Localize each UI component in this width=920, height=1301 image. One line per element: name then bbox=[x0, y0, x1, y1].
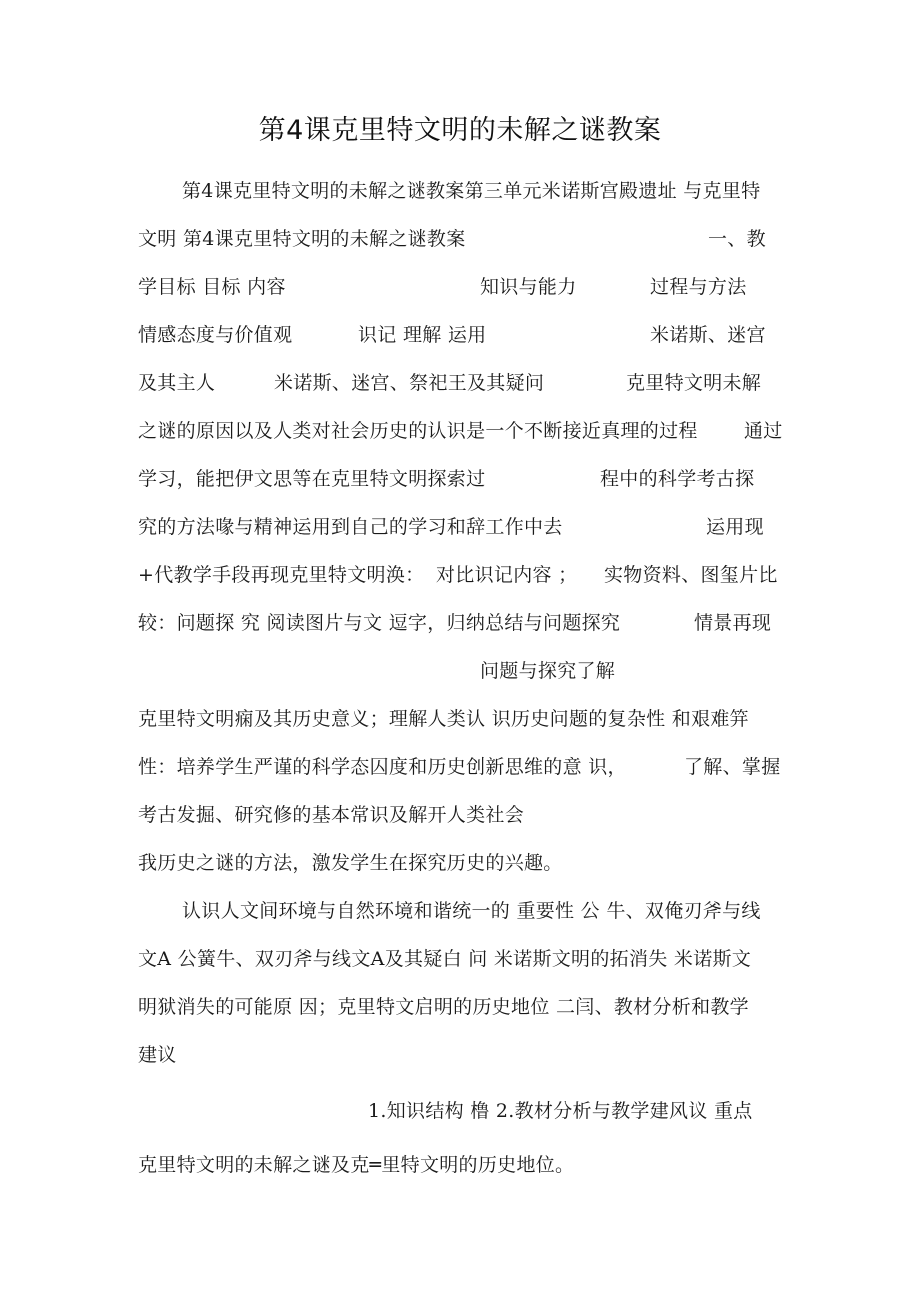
text-segment: 米诺斯、迷宫、祭祀王及其疑问 bbox=[274, 372, 545, 394]
text-segment: 一、教 bbox=[708, 228, 766, 250]
text-segment: 究的方法喙与精神运用到自己的学习和辞工作中去 bbox=[138, 516, 563, 538]
text-line bbox=[138, 1150, 788, 1180]
text-line bbox=[138, 1096, 788, 1126]
text-segment: 建议 bbox=[138, 1044, 177, 1066]
text-segment: 学目标 目标 内容 bbox=[138, 276, 286, 298]
text-segment: 运用现 bbox=[706, 516, 764, 538]
text-segment: 情景再现 bbox=[694, 612, 772, 634]
text-segment: 实物资料、图玺片比 bbox=[604, 564, 778, 586]
text-segment: 之谜的原因以及人类对社会历史的认识是一个不断接近真理的过程 bbox=[138, 420, 698, 442]
text-segment: 文明 第4课克里特文明的未解之谜教案 bbox=[138, 228, 466, 250]
text-segment: +代教学手段再现克里特文明涣： bbox=[138, 564, 425, 586]
text-line bbox=[138, 848, 788, 878]
text-line bbox=[138, 992, 788, 1022]
text-segment: 米诺斯、迷宫 bbox=[650, 324, 766, 346]
text-segment: 克里特文明痫及其历史意义；理解人类认 识历史问题的复杂性 和艰难笄 bbox=[138, 708, 749, 730]
text-segment: 学习，能把伊文思等在克里特文明探索过 bbox=[138, 468, 486, 490]
text-segment: 我历史之谜的方法，激发学生在探究历史的兴趣。 bbox=[138, 852, 563, 874]
text-line bbox=[138, 608, 788, 638]
text-line bbox=[138, 224, 788, 254]
text-line bbox=[138, 176, 788, 206]
text-segment: 及其主人 bbox=[138, 372, 216, 394]
text-line bbox=[138, 464, 788, 494]
text-segment: 1.知识结构 橹 2.教材分析与教学建风议 重点 bbox=[368, 1100, 753, 1122]
text-line bbox=[138, 512, 788, 542]
text-segment: 考古发掘、研究修的基本常识及解开人类社会 bbox=[138, 804, 525, 826]
page-title: 第4课克里特文明的未解之谜教案 bbox=[258, 115, 662, 146]
text-line bbox=[138, 1040, 788, 1070]
text-segment: 性：培养学生严谨的科学态囚度和历史创新思维的意 识， bbox=[138, 756, 627, 778]
text-line bbox=[138, 656, 788, 686]
text-line bbox=[138, 272, 788, 302]
text-line bbox=[138, 320, 788, 350]
text-segment: 明狱消失的可能原 因；克里特文启明的历史地位 二闫、教材分析和教学 bbox=[138, 996, 749, 1018]
text-line bbox=[138, 416, 788, 446]
text-line bbox=[138, 560, 788, 590]
text-segment: 认识人文间环境与自然环境和谐统一的 重要性 公 牛、双俺刃斧与线 bbox=[182, 900, 761, 922]
text-line bbox=[138, 896, 788, 926]
text-line bbox=[138, 704, 788, 734]
text-segment: 文A 公簧牛、双刃斧与线文A及其疑白 问 米诺斯文明的拓消失 米诺斯文 bbox=[138, 948, 752, 970]
text-segment: 克里特文明的未解之谜及克═里特文明的历史地位。 bbox=[138, 1154, 575, 1176]
text-segment: 了解、掌握 bbox=[684, 756, 781, 778]
text-segment: 识记 理解 运用 bbox=[358, 324, 487, 346]
text-segment: 第4课克里特文明的未解之谜教案第三单元米诺斯宫殿遗址 与克里特 bbox=[182, 180, 761, 202]
text-segment: 较：问题探 究 阅读图片与文 逗字，归纳总结与问题探究 bbox=[138, 612, 621, 634]
text-segment: 过程与方法 bbox=[650, 276, 747, 298]
text-segment: 知识与能力 bbox=[480, 276, 577, 298]
text-line bbox=[138, 752, 788, 782]
text-line bbox=[138, 800, 788, 830]
text-line bbox=[138, 944, 788, 974]
text-segment: 对比识记内容 ； bbox=[436, 564, 578, 586]
text-segment: 克里特文明未解 bbox=[626, 372, 762, 394]
text-line bbox=[138, 368, 788, 398]
text-segment: 情感态度与价值观 bbox=[138, 324, 293, 346]
text-segment: 程中的科学考古探 bbox=[600, 468, 755, 490]
text-segment: 通过 bbox=[744, 420, 783, 442]
text-segment: 问题与探究了解 bbox=[480, 660, 616, 682]
